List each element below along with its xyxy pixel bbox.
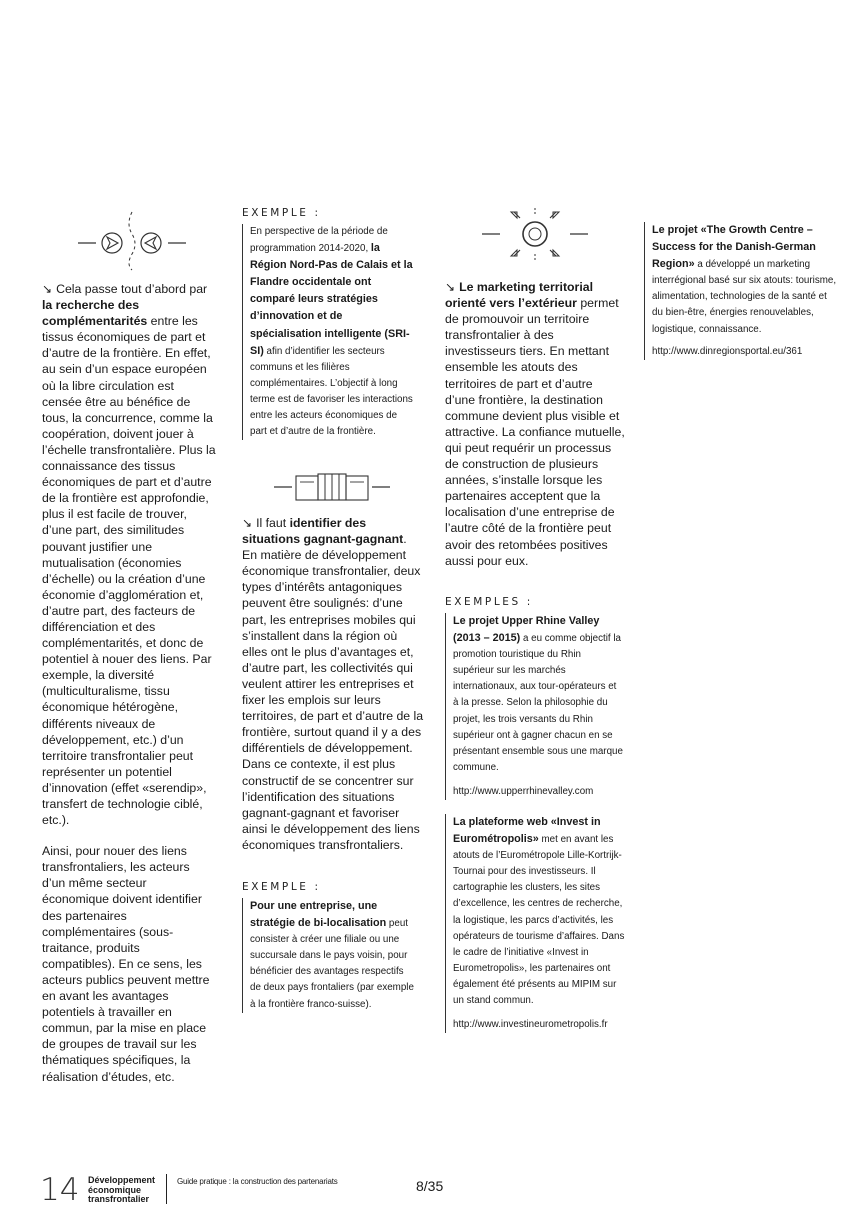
footer-title: Développement économique transfrontalier <box>88 1175 156 1204</box>
page-counter: 8/35 <box>416 1178 444 1194</box>
column-3 <box>445 279 625 569</box>
page-number: 14 <box>40 1172 80 1208</box>
paragraph-complementarites: ↘ Cela passe tout d’abord par la recherche des complémentarités entre les tissus économiques de part et d’autre de la frontière. En effet, au sein d’un espace européen où la libre circulation est censée être au bénéfice de tous, la concurrence, comme la coopération, doivent jouer à l’échelle transfrontalière. Plus la connaissance des tissus économiques de part et d’autre de la frontière est approfondie, plus il est facile de trouver, d’une part, des similitudes pouvant justifier une mutualisation (économies d’échelle) ou la création d’une économie d’agglomération et, d’autre part, des facteurs de différenciation et des complémentarités, et donc de potentiel à nouer des liens. Par exemple, la diversité (multiculturalisme, tissu économique hétérogène, différents niveaux de développement, etc.) d’un territoire transfrontalier peut représenter un potentiel d’innovation (effet «serendip», transfert de technologie ciblé, etc.). <box>42 282 216 828</box>
example-label-2: EXEMPLE : <box>242 881 321 893</box>
example-box-growth-centre: Le projet «The Growth Centre – Success for the Danish-German Region» a développé un marketing interrégional basé sur six atouts: tourisme, alimentation, technologies de la santé et du bien-être, énergies renouvelables, logistique, connaissance. http://www.dinregionsportal.eu/361 <box>644 222 838 360</box>
arrow-icon: ↘ <box>445 280 456 294</box>
example-box-upper-rhine: Le projet Upper Rhine Valley (2013 – 2015) a eu comme objectif la promotion touristique du Rhin supérieur sur les marchés internationaux, aux tour-opérateurs et à la presse. Selon la philosophie du projet, les trois versants du Rhin supérieur ont à gagner chacun en se présentant ensemble sous une marque commune. http://www.upperrhinevalley.com <box>445 613 623 800</box>
footer-separator <box>166 1174 167 1204</box>
footer-guide-title: Guide pratique : la construction des partenariats <box>177 1177 338 1186</box>
example-label-3: EXEMPLES : <box>445 596 533 608</box>
example-box-eurometropolis: La plateforme web «Invest in Eurométropolis» met en avant les atouts de l’Eurométropole Lille-Kortrijk-Tournai pour des investisseurs. Il cartographie les clusters, les sites d’excellence, les centres de recherche, la logistique, les parcs d’activités, les opérateurs de tourisme d’affaires. Dans le cadre de l’initiative «Invest in Eurometropolis», les partenaires ont également été présents au MIPIM sur un stand commun. http://www.investineurometropolis.fr <box>445 814 625 1033</box>
arrow-icon: ↘ <box>242 516 253 530</box>
handshake-icon <box>272 470 392 504</box>
arrows-meeting-icon <box>76 210 188 272</box>
paragraph-ainsi: Ainsi, pour nouer des liens transfrontaliers, les acteurs d’un même secteur économique doivent identifier des partenaires complémentaires (sous-traitance, produits compatibles). En ce sens, les acteurs publics peuvent mettre en avant les avantages potentiels à travailler en commun, par la mise en place de groupes de travail sur les thématiques spécifiques, la réalisation d’études, etc. <box>42 844 210 1084</box>
paragraph-gagnant-gagnant: ↘ Il faut identifier des situations gagnant-gagnant. En matière de développement économique transfrontalier, deux types d’intérêts antagoniques peuvent être soulignés: d’une part, les entreprises mobiles qui s’installent dans la région où elles ont le plus d’avantages et, d’autre part, les collectivités qui veulent attirer les entreprises et fixer les emplois sur leurs territoires, de part et d’autre de la frontière, surtout quand il y a des différentiels de développement. Dans ce contexte, il est plus constructif de se concentrer sur l’identification des situations gagnant-gagnant et favoriser ainsi le développement des liens économiques transfrontaliers. <box>242 516 424 852</box>
circular-arrows-icon <box>480 206 590 262</box>
url-upperrhinevalley[interactable]: http://www.upperrhinevalley.com <box>453 785 594 797</box>
url-investineurometropolis[interactable]: http://www.investineurometropolis.fr <box>453 1019 608 1031</box>
example-box-bi-localisation: Pour une entreprise, une stratégie de bi-localisation peut consister à créer une filiale ou une succursale dans le pays voisin, pour bénéficier des avantages respectifs de deux pays frontaliers (par exemple à la frontière franco-suisse). <box>242 898 416 1013</box>
column-1 <box>42 281 216 1085</box>
url-dinregionsportal[interactable]: http://www.dinregionsportal.eu/361 <box>652 345 803 357</box>
arrow-icon: ↘ <box>42 282 53 296</box>
column-2 <box>242 515 424 853</box>
example-label-1: EXEMPLE : <box>242 207 321 219</box>
paragraph-marketing: ↘ Le marketing territorial orienté vers l’extérieur permet de promouvoir un territoire transfrontalier à des investisseurs tiers. En mettant ensemble les atouts des territoires de part et d’autre d’une frontière, la destination commune devient plus visible et attractive. La confiance mutuelle, qui peut requérir un processus de construction de plusieurs années, s’installe lorsque les partenaires acceptent que la localisation d’une entreprise de l’autre côté de la frontière peut avoir des retombées positives aussi pour eux. <box>445 280 625 568</box>
example-box-sri-si: En perspective de la période de programmation 2014-2020, la Région Nord-Pas de Calais et la Flandre occidentale ont comparé leurs stratégies d’innovation et de spécialisation intelligente (SRI-SI) afin d’identifier les secteurs communs et les filières complémentaires. L’objectif à long terme est de favoriser les interactions entre les acteurs économiques de part et d’autre de la frontière. <box>242 224 416 440</box>
